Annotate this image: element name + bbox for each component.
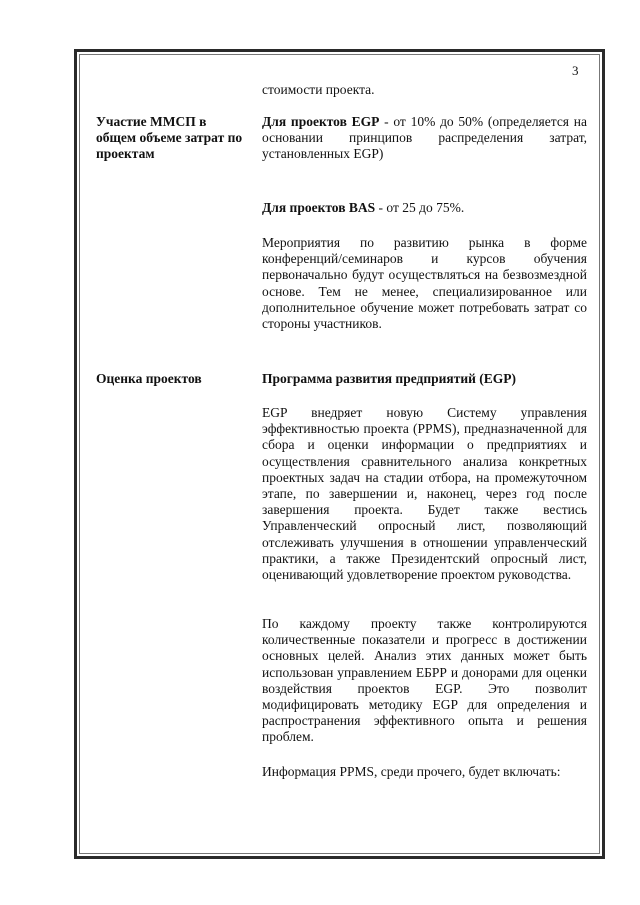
- monitoring-paragraph: По каждому проекту также контролируются количественные показатели и прогресс в достижении основных целей. Анализ этих данных может быть использован управлением ЕБРР и донорами для оценки воздействия проектов EGP. Это позволит модифицировать методику EGP для определения и распространения эффективного опыта и решения проблем.: [262, 616, 587, 745]
- ppms-info-paragraph: Информация PPMS, среди прочего, будет включать:: [262, 764, 561, 779]
- bas-share-paragraph: [262, 200, 587, 216]
- events-paragraph: Мероприятия по развитию рынка в форме конференций/семинаров и курсов обучения первоначально будут осуществляться на безвозмездной основе. Тем не менее, специализированное или дополнительное обучение может потребовать затрат со стороны участников.: [262, 235, 587, 332]
- egp-share-paragraph: [262, 114, 587, 163]
- continuation-text: стоимости проекта.: [262, 82, 375, 97]
- page-number: 3: [572, 63, 579, 78]
- egp-share-bold: Для проектов EGP: [262, 114, 380, 129]
- ppms-paragraph: EGP внедряет новую Систему управления эффективностью проекта (PPMS), предназначенной для сбора и оценки информации о предприятиях и осуществления сравнительного анализа конкретных проектных задач на стадии отбора, на промежуточном этапе, по завершении и, наконец, через год после завершения проекта. Будет также вестись Управленческий опросный лист, позволяющий отслеживать улучшения в отношении управленческий практики, а также Президентский опросный лист, оценивающий удовлетворение проектом руководства.: [262, 405, 587, 583]
- egp-share-text: - от 10% до 50% (определяется на основании принципов распределения затрат, установленных EGP): [262, 114, 587, 162]
- egp-program-heading: Программа развития предприятий (EGP): [262, 371, 517, 386]
- bas-share-bold: Для проектов BAS: [262, 200, 376, 215]
- section-label-participation: Участие ММСП в общем объеме затрат по проектам: [96, 114, 243, 161]
- bas-share-text: - от 25 до 75%.: [375, 200, 465, 215]
- section-label-evaluation: Оценка проектов: [96, 371, 202, 386]
